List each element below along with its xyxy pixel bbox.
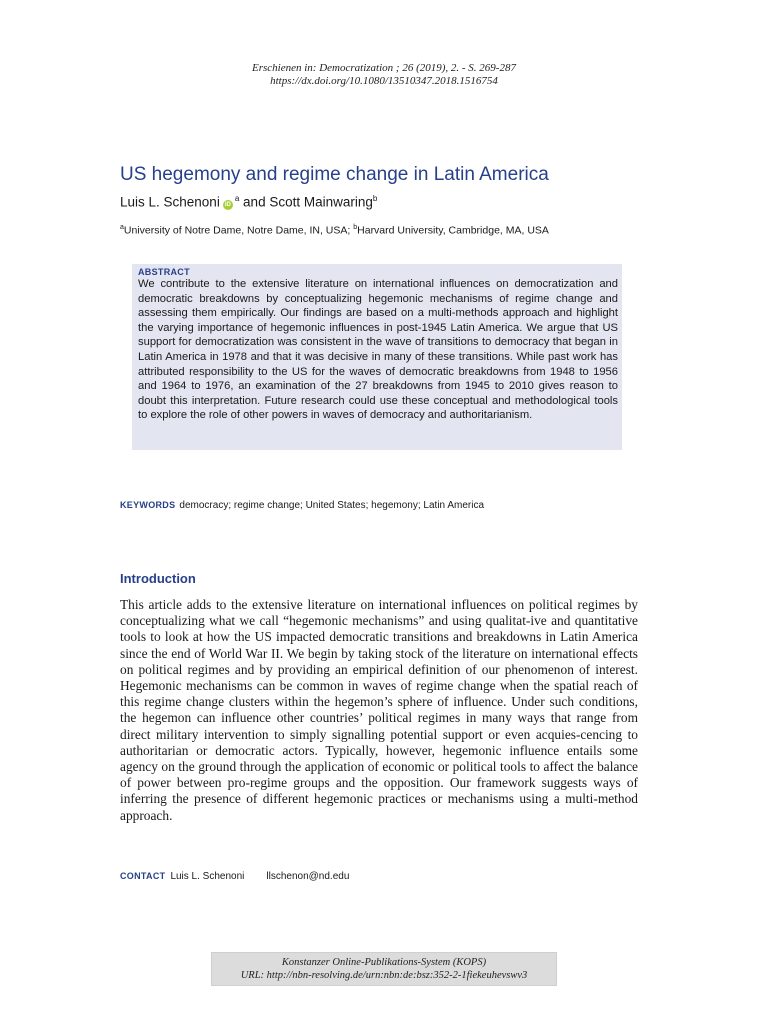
contact-name: Luis L. Schenoni bbox=[170, 871, 245, 882]
contact-email[interactable]: llschenon@nd.edu bbox=[266, 871, 350, 882]
article-title: US hegemony and regime change in Latin America bbox=[120, 164, 549, 185]
abstract-box bbox=[132, 264, 622, 450]
repository-footer bbox=[211, 952, 557, 986]
author-name-2[interactable]: Scott Mainwaring bbox=[269, 194, 373, 210]
publication-doi[interactable]: https://dx.doi.org/10.1080/13510347.2018.1516754 bbox=[270, 75, 498, 87]
keywords-text: democracy; regime change; United States; hegemony; Latin America bbox=[179, 500, 485, 511]
keywords-label: KEYWORDS bbox=[120, 500, 176, 510]
abstract-label: ABSTRACT bbox=[138, 267, 190, 277]
affiliation-b: Harvard University, Cambridge, MA, USA bbox=[357, 224, 549, 237]
affil-marker-b: b bbox=[353, 224, 358, 231]
introduction-heading: Introduction bbox=[120, 571, 196, 586]
affiliation-a: University of Notre Dame, Notre Dame, IN, USA; bbox=[123, 224, 354, 237]
affil-marker-a: a bbox=[120, 224, 124, 231]
repository-name: Konstanzer Online-Publikations-System (KOPS) bbox=[281, 957, 487, 968]
contact-line bbox=[120, 871, 349, 882]
affiliations bbox=[120, 224, 549, 237]
author-affil-marker-2: b bbox=[372, 194, 378, 203]
publication-note bbox=[0, 62, 768, 88]
author-line bbox=[120, 194, 377, 210]
keywords-line bbox=[120, 500, 484, 511]
abstract-text: We contribute to the extensive literature on international influences on democratization and democratic breakdowns by conceptualizing hegemonic mechanisms of regime change and assessing them empirically. Our findings are based on a multi-methods approach and highlight the varying importance of hegemonic influences in post-1945 Latin America. We argue that US support for democratization was consistent in the wave of transitions to democracy that began in Latin America in 1978 and that it was decisive in many of these transitions. While past work has attributed responsibility to the US for the waves of democratic breakdowns from 1948 to 1956 and 1964 to 1976, an examination of the 27 breakdowns from 1945 to 2010 gives reason to doubt this interpretation. Future research could use these conceptual and methodological tools to explore the role of other powers in waves of democracy and authoritarianism. bbox=[138, 278, 618, 422]
author-name-1[interactable]: Luis L. Schenoni bbox=[120, 194, 220, 210]
contact-label: CONTACT bbox=[120, 871, 166, 881]
author-affil-marker-1: a bbox=[234, 194, 240, 203]
repository-url[interactable]: URL: http://nbn-resolving.de/urn:nbn:de:bsz:352-2-1fiekeuhevswv3 bbox=[240, 970, 528, 981]
publication-citation: Erschienen in: Democratization ; 26 (2019), 2. - S. 269-287 bbox=[252, 62, 516, 74]
author-conjunction: and bbox=[243, 194, 266, 210]
introduction-text: This article adds to the extensive literature on international influences on political regimes by conceptualizing what we call “hegemonic mechanisms” and using qualitat-ive and quantitative tools to look at how the US impacted democratic transitions and breakdowns in Latin America since the end of World War II. We begin by taking stock of the literature on international effects on political regimes and by providing an empirical definition of our phenomenon of interest. Hegemonic mechanisms can be common in waves of regime change when the spatial reach of this regime change clusters within the hegemon’s sphere of influence. Under such conditions, the hegemon can influence other countries’ political regimes in many ways that range from direct military intervention to simply signalling potential support or even acquies-cencing to authoritarian or democratic actors. Typically, however, hegemonic influence entails some agency on the ground through the application of economic or political tools to affect the balance of power between pro-regime groups and the opposition. Our framework suggests ways of inferring the presence of different hegemonic practices or mechanisms using a multi-method approach. bbox=[120, 597, 638, 823]
orcid-icon[interactable]: iD bbox=[224, 201, 231, 208]
